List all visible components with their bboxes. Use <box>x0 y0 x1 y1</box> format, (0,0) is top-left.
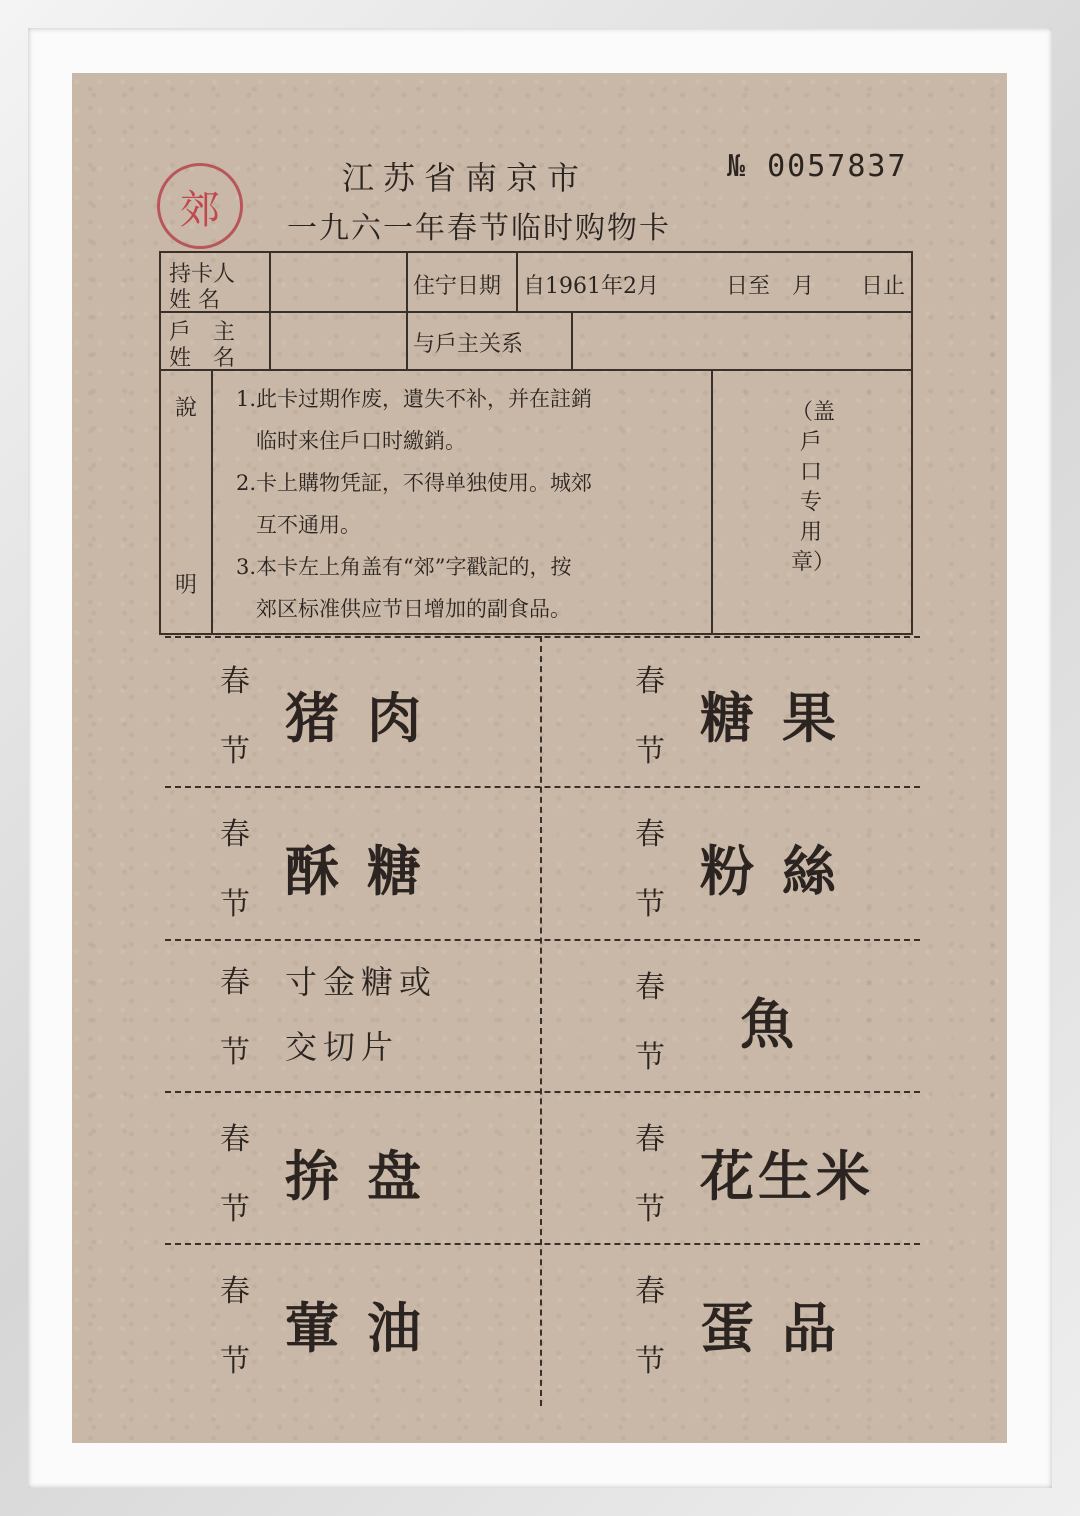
stamp-placeholder: （盖戶口专用章） <box>791 400 836 575</box>
coupon-jie: 节 <box>635 887 665 922</box>
seal-text: 郊 <box>180 186 220 233</box>
coupon-vermicelli <box>545 789 920 939</box>
coupon-peanuts <box>545 1094 920 1244</box>
shopping-card <box>72 73 1007 1443</box>
note-line: 临时来住戶口时繳銷。 <box>256 429 466 453</box>
suburb-seal <box>157 163 243 249</box>
coupon-jie: 节 <box>220 1035 250 1070</box>
coupon-item-name: 蛋品 <box>700 1296 864 1360</box>
coupon-crisp-candy <box>165 789 540 939</box>
card-subtitle: 一九六一年春节临时购物卡 <box>287 211 671 246</box>
coupon-chun: 春 <box>220 1122 250 1157</box>
form-divider <box>211 369 213 633</box>
coupon-divider <box>165 786 920 788</box>
stay-date-mid: 日至 月 <box>726 274 815 299</box>
coupon-chun: 春 <box>635 1122 665 1157</box>
coupon-chun: 春 <box>635 970 665 1005</box>
coupon-item-name: 糖果 <box>700 686 864 750</box>
stay-date-end: 日止 <box>861 274 906 299</box>
household-label: 戶 主 <box>169 320 236 345</box>
notes-list <box>236 378 706 630</box>
form-divider <box>161 311 911 313</box>
coupon-platter <box>165 1094 540 1244</box>
coupon-jie: 节 <box>220 1344 250 1379</box>
holder-label: 姓 名 <box>169 288 220 313</box>
coupon-jie: 节 <box>635 1040 665 1075</box>
holder-label: 持卡人 <box>169 262 236 287</box>
note-line: 3.本卡左上角盖有“郊”字戳記的，按 <box>236 555 572 579</box>
form-divider <box>161 369 911 371</box>
coupon-lard <box>165 1246 540 1396</box>
note-line: 1.此卡过期作废，遺失不补，并在註銷 <box>236 387 593 411</box>
coupon-jie: 节 <box>220 887 250 922</box>
coupon-jie: 节 <box>635 1344 665 1379</box>
coupon-item-name: 酥糖 <box>285 839 449 903</box>
form-divider <box>711 369 713 633</box>
coupon-chun: 春 <box>635 1274 665 1309</box>
notes-label: 明 <box>175 573 198 598</box>
coupon-chun: 春 <box>635 664 665 699</box>
stay-date-label: 住宁日期 <box>413 274 502 299</box>
relation-label: 与戶主关系 <box>413 332 524 357</box>
coupon-candy <box>545 636 920 786</box>
coupon-item-name: 花生米 <box>700 1144 874 1208</box>
coupon-grid <box>165 636 920 1406</box>
household-label: 姓 名 <box>169 346 236 371</box>
form-divider <box>269 253 271 369</box>
coupon-item-name: 粉絲 <box>700 839 864 903</box>
card-title: 江苏省南京市 <box>342 159 589 197</box>
form-divider <box>406 253 408 369</box>
coupon-chun: 春 <box>220 817 250 852</box>
coupon-divider <box>540 636 542 1406</box>
coupon-jie: 节 <box>220 1192 250 1227</box>
coupon-fish <box>545 942 920 1092</box>
registration-form <box>159 251 913 635</box>
coupon-chun: 春 <box>220 1274 250 1309</box>
coupon-item-name: 猪肉 <box>285 686 449 750</box>
coupon-item-name: 葷油 <box>285 1296 449 1360</box>
coupon-chun: 春 <box>635 817 665 852</box>
form-divider <box>571 311 573 369</box>
coupon-jie: 节 <box>635 734 665 769</box>
coupon-item-name: 拚盘 <box>285 1144 449 1208</box>
form-divider <box>516 253 518 311</box>
coupon-item-name: 交切片 <box>285 1028 400 1066</box>
note-line: 互不通用。 <box>256 513 361 537</box>
serial-number: № 0057837 <box>727 149 908 184</box>
coupon-jie: 节 <box>220 734 250 769</box>
note-line: 郊区标准供应节日增加的副食品。 <box>256 597 571 621</box>
coupon-item-name: 魚 <box>740 992 822 1056</box>
coupon-eggs <box>545 1246 920 1396</box>
coupon-item-name: 寸金糖或 <box>285 963 438 1001</box>
coupon-sesame-candy <box>165 942 540 1092</box>
stay-date-from: 自1961年2月 <box>523 274 659 299</box>
coupon-jie: 节 <box>635 1192 665 1227</box>
note-line: 2.卡上購物凭証，不得单独使用。城郊 <box>236 471 593 495</box>
notes-label: 說 <box>175 396 198 421</box>
coupon-chun: 春 <box>220 664 250 699</box>
coupon-divider <box>165 939 920 941</box>
coupon-chun: 春 <box>220 965 250 1000</box>
coupon-pork <box>165 636 540 786</box>
